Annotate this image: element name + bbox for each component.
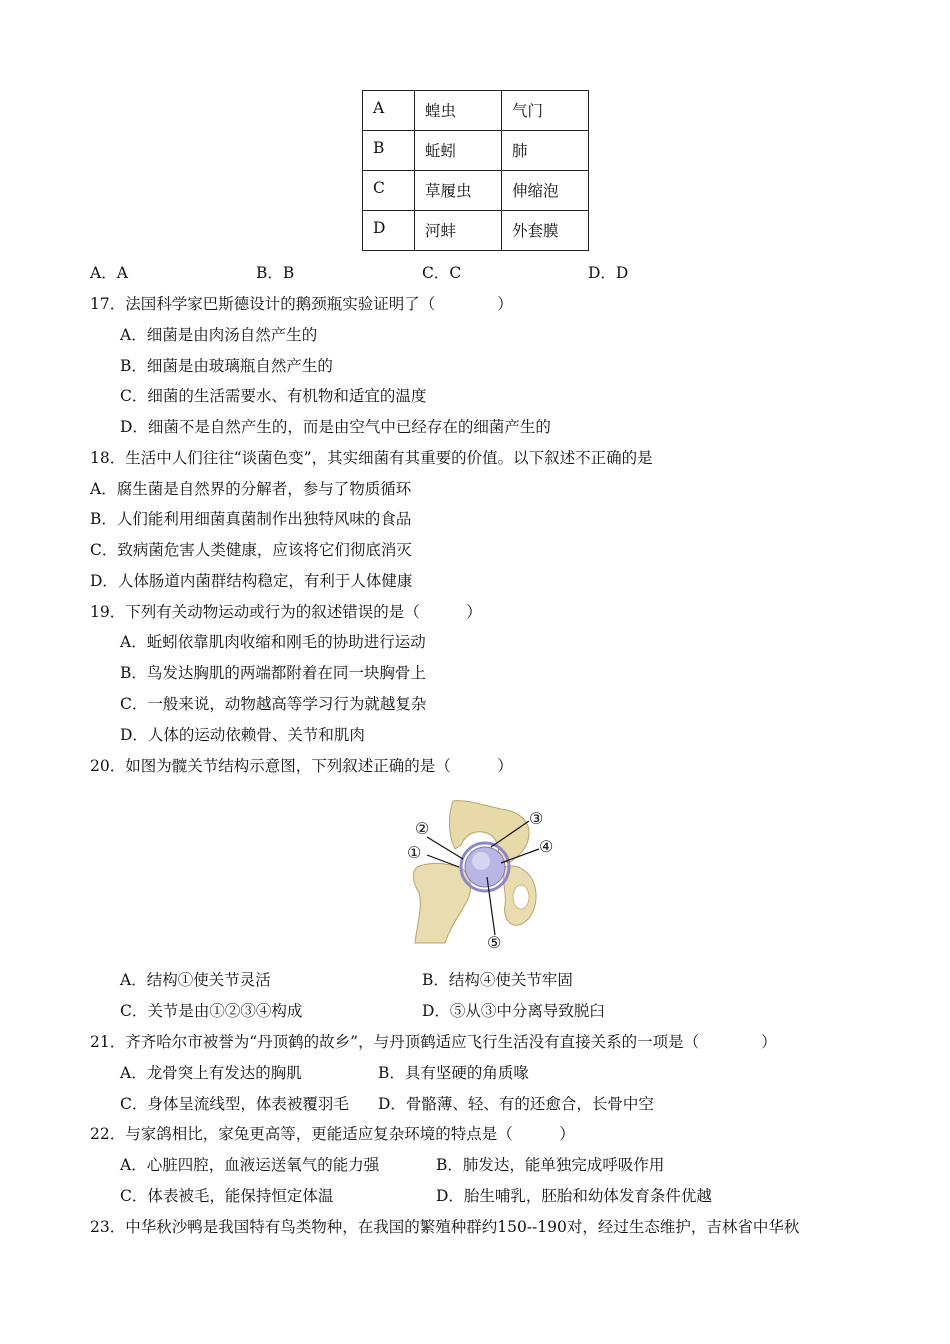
- q18-stem: 18．生活中人们往往“谈菌色变”，其实细菌有其重要的价值。以下叙述不正确的是: [90, 449, 653, 467]
- q16-option-d: D．D: [588, 264, 629, 282]
- q19-option-d: D．人体的运动依赖骨、关节和肌肉: [120, 726, 365, 744]
- q16-option-b: B．B: [256, 264, 295, 282]
- table-cell: C: [363, 171, 415, 211]
- q22-option-d: D．胎生哺乳，胚胎和幼体发育条件优越: [436, 1187, 712, 1205]
- table-cell: 蚯蚓: [415, 131, 502, 171]
- table-cell: B: [363, 131, 415, 171]
- q18-option-b: B．人们能利用细菌真菌制作出独特风味的食品: [90, 510, 412, 528]
- q22-option-b: B．肺发达，能单独完成呼吸作用: [436, 1156, 665, 1174]
- q22-option-a: A．心脏四腔，血液运送氧气的能力强: [120, 1156, 380, 1174]
- q19-option-b: B．鸟发达胸肌的两端都附着在同一块胸骨上: [120, 664, 426, 682]
- q20-option-a: A．结构①使关节灵活: [120, 971, 271, 989]
- q22-stem: 22．与家鸽相比，家兔更高等，更能适应复杂环境的特点是（ ）: [90, 1125, 575, 1143]
- q17-option-b: B．细菌是由玻璃瓶自然产生的: [120, 357, 333, 375]
- label-circled-4: ④: [539, 837, 554, 856]
- q20-option-b: B．结构④使关节牢固: [422, 971, 573, 989]
- q17-option-d: D．细菌不是自然产生的，而是由空气中已经存在的细菌产生的: [120, 418, 551, 436]
- q19-option-c: C．一般来说，动物越高等学习行为就越复杂: [120, 695, 427, 713]
- q21-stem: 21．齐齐哈尔市被誉为“丹顶鹤的故乡”，与丹顶鹤适应飞行生活没有直接关系的一项是（ ）: [90, 1033, 777, 1051]
- q23-stem: 23．中华秋沙鸭是我国特有鸟类物种，在我国的繁殖种群约150--190对，经过生态维护，吉林省中华秋: [90, 1218, 800, 1236]
- q17-option-c: C．细菌的生活需要水、有机物和适宜的温度: [120, 387, 427, 405]
- q21-option-b: B．具有坚硬的角质喙: [378, 1064, 529, 1082]
- label-circled-5: ⑤: [487, 933, 502, 952]
- table-row: [363, 131, 589, 171]
- table-cell: 河蚌: [415, 211, 502, 251]
- table-row: [363, 171, 589, 211]
- table-row: [363, 211, 589, 251]
- label-circled-1: ①: [407, 843, 422, 862]
- q20-option-c: C．关节是由①②③④构成: [120, 1002, 303, 1020]
- q18-option-c: C．致病菌危害人类健康，应该将它们彻底消灭: [90, 541, 412, 559]
- q16-options-table: [362, 90, 589, 251]
- hip-joint-figure: [405, 797, 565, 957]
- q21-option-a: A．龙骨突上有发达的胸肌: [120, 1064, 302, 1082]
- label-circled-3: ③: [529, 809, 544, 828]
- q20-stem: 20．如图为髋关节结构示意图，下列叙述正确的是（ ）: [90, 757, 513, 775]
- q16-option-a: A．A: [90, 264, 128, 282]
- q20-option-d: D．⑤从③中分离导致脱臼: [422, 1002, 605, 1020]
- q22-option-c: C．体表被毛，能保持恒定体温: [120, 1187, 334, 1205]
- q18-option-a: A．腐生菌是自然界的分解者，参与了物质循环: [90, 480, 412, 498]
- table-cell: 气门: [502, 91, 589, 131]
- table-row: [363, 91, 589, 131]
- table-cell: 蝗虫: [415, 91, 502, 131]
- label-circled-2: ②: [415, 819, 430, 838]
- table-cell: 外套膜: [502, 211, 589, 251]
- q21-option-c: C．身体呈流线型，体表被覆羽毛: [120, 1095, 349, 1113]
- q17-option-a: A．细菌是由肉汤自然产生的: [120, 326, 318, 344]
- q19-option-a: A．蚯蚓依靠肌肉收缩和刚毛的协助进行运动: [120, 633, 426, 651]
- q19-stem: 19．下列有关动物运动或行为的叙述错误的是（ ）: [90, 603, 482, 621]
- table-cell: D: [363, 211, 415, 251]
- q17-stem: 17．法国科学家巴斯德设计的鹅颈瓶实验证明了（ ）: [90, 295, 513, 313]
- table-cell: 肺: [502, 131, 589, 171]
- q16-option-c: C．C: [422, 264, 462, 282]
- table-cell: 伸缩泡: [502, 171, 589, 211]
- table-cell: A: [363, 91, 415, 131]
- table-cell: 草履虫: [415, 171, 502, 211]
- q18-option-d: D．人体肠道内菌群结构稳定，有利于人体健康: [90, 572, 413, 590]
- q21-option-d: D．骨骼薄、轻、有的还愈合，长骨中空: [378, 1095, 654, 1113]
